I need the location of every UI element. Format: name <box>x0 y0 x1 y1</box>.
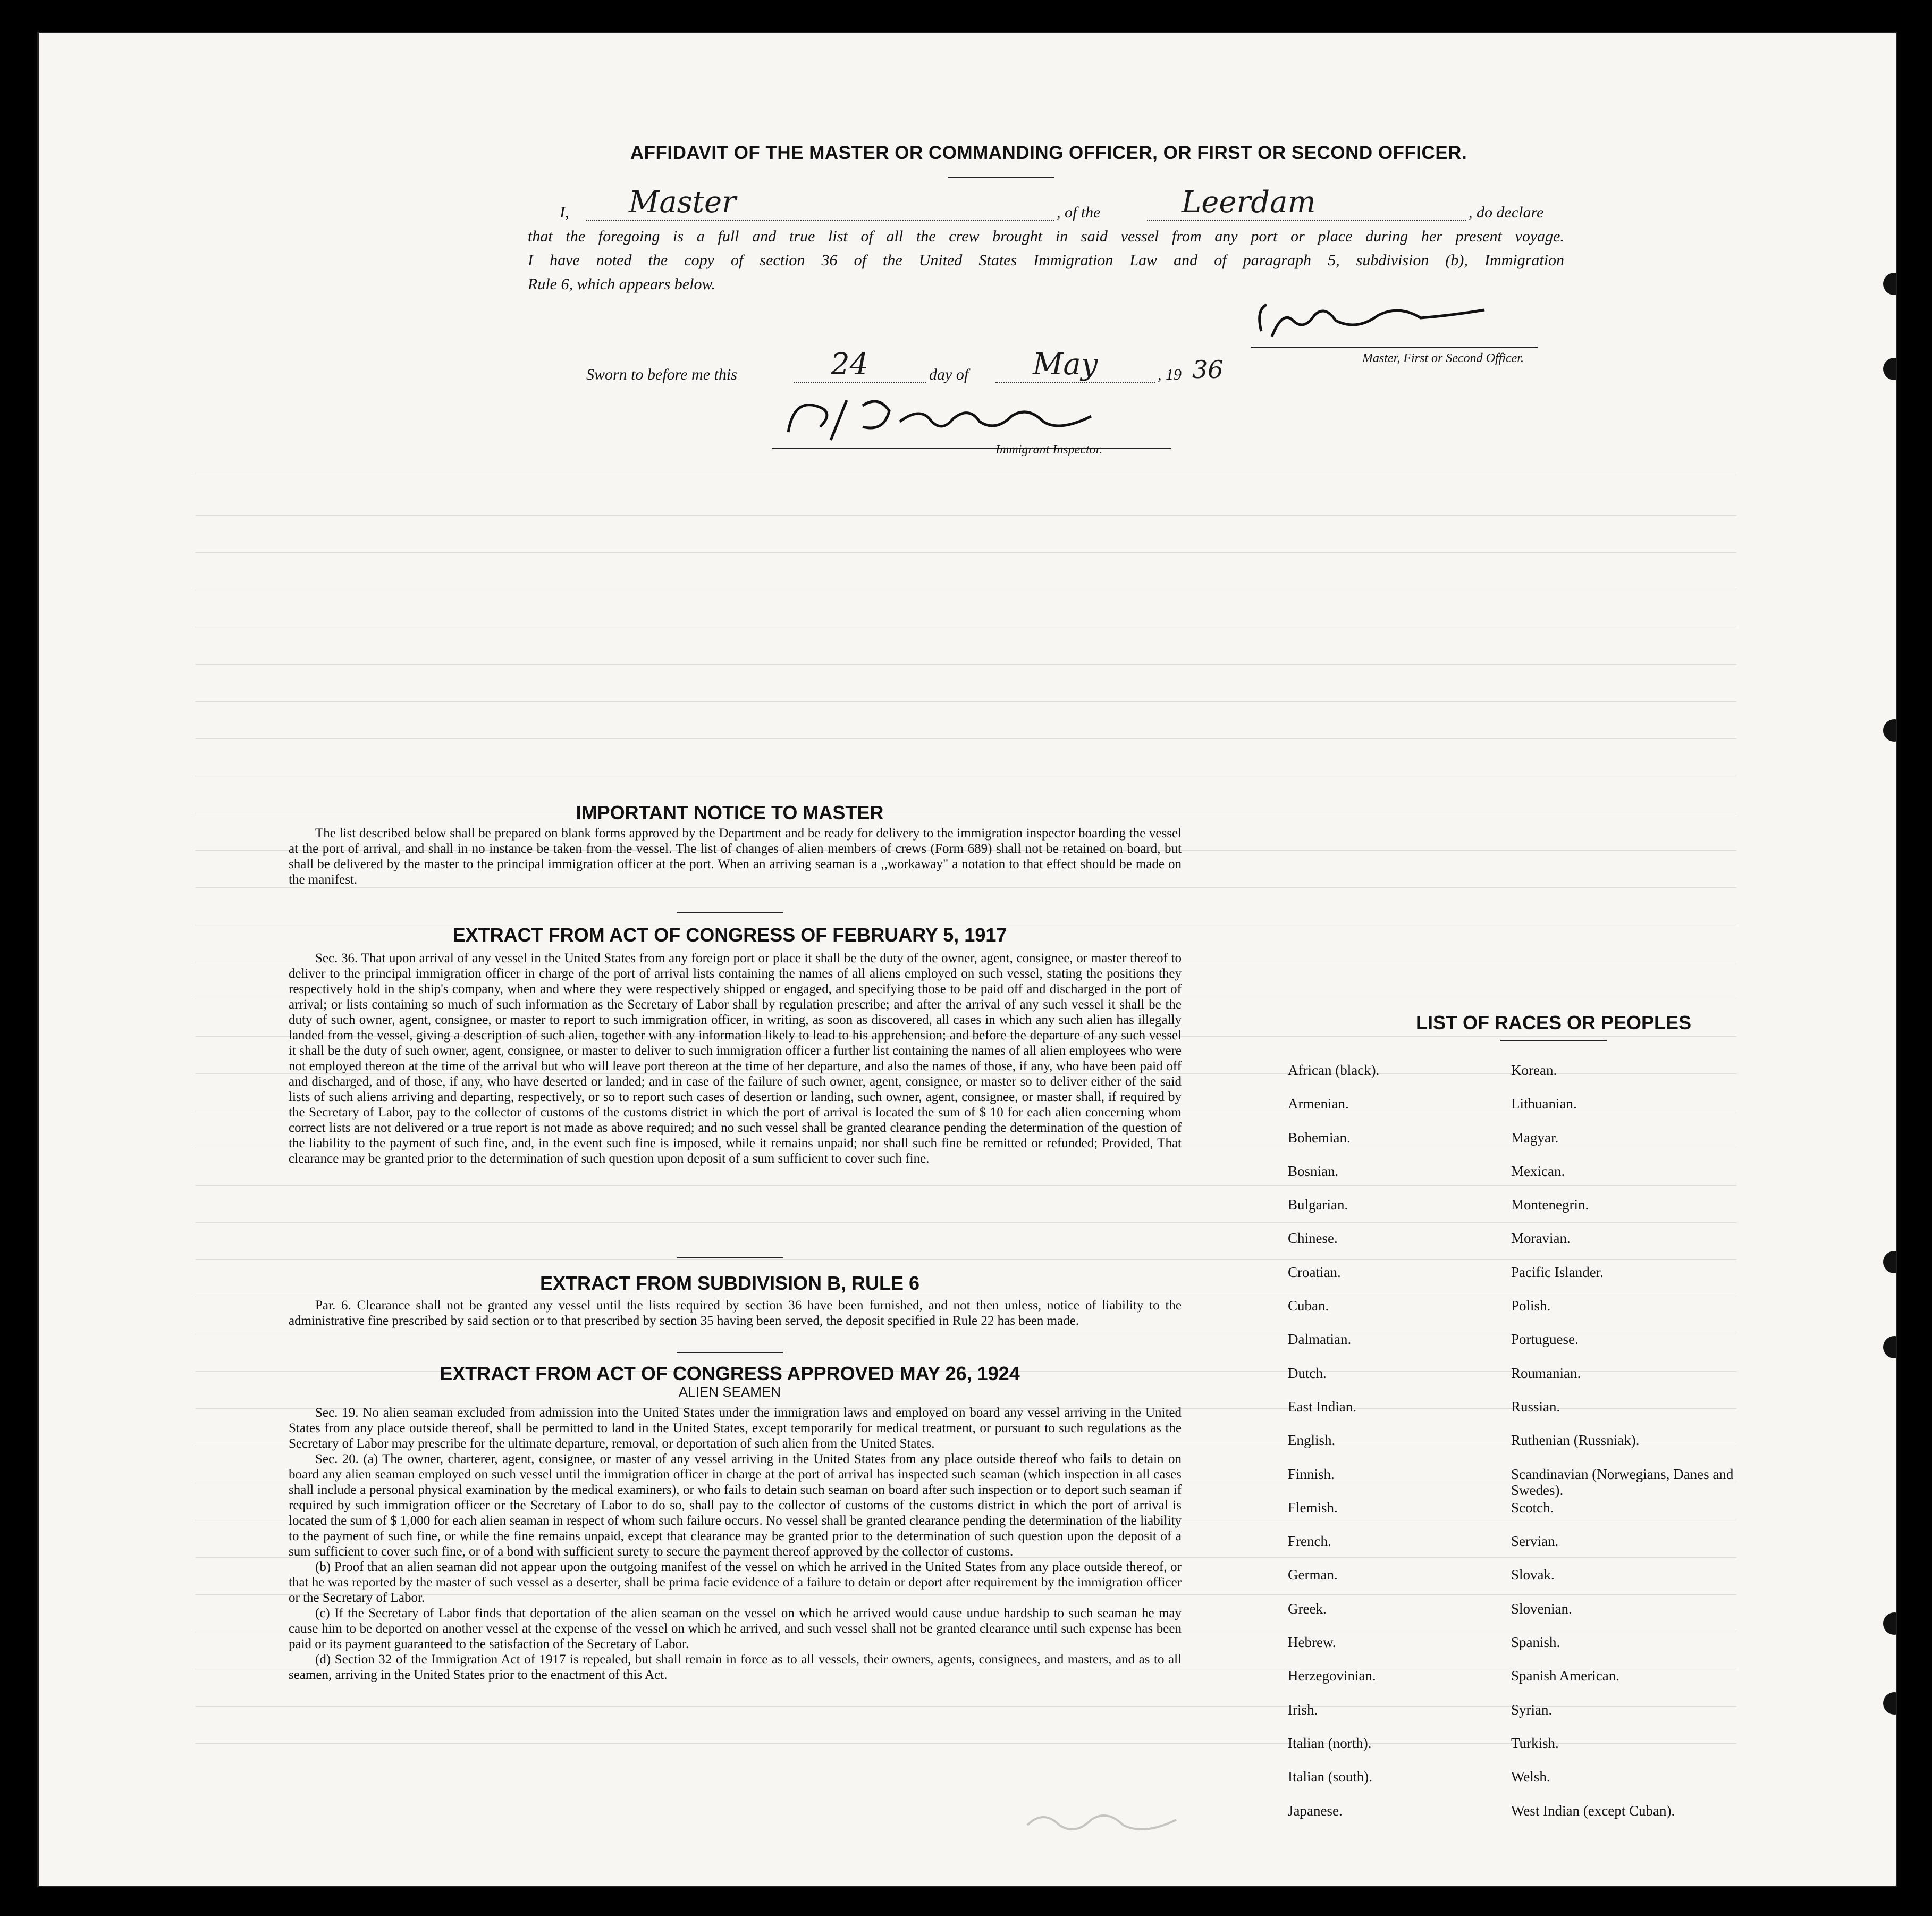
bleed-row <box>195 666 1736 702</box>
inspector-signature-line <box>772 448 1171 449</box>
rank-underline <box>586 220 1054 221</box>
affidavit-declare: , do declare <box>1469 204 1544 221</box>
race-item: Armenian. <box>1288 1096 1349 1112</box>
notice-paragraph: The list described below shall be prepared on blank forms approved by the Department and be ready for delivery to the immigration inspector boarding the vessel at the port of arrival, and shall in no instance be taken from the vessel. The list of changes of alien members of crews (Form 689) shall not be retained on board, but shall be delivered by the master to the principal immigration officer at the port. When an arriving seaman is a ,,workaway" a notation to that effect should be made on the manifest. <box>289 826 1182 887</box>
hole-punch <box>1883 719 1897 742</box>
vessel-underline <box>1147 220 1466 221</box>
race-item: Scandinavian (Norwegians, Danes and Swedes). <box>1511 1466 1734 1498</box>
race-item: Portuguese. <box>1511 1331 1579 1348</box>
master-signature-label: Master, First or Second Officer. <box>1362 351 1524 365</box>
race-item: Dutch. <box>1288 1365 1327 1381</box>
race-item: Finnish. <box>1288 1466 1335 1482</box>
race-item: Magyar. <box>1511 1129 1559 1146</box>
divider <box>677 912 783 913</box>
race-item: Japanese. <box>1288 1802 1343 1819</box>
extract-1924-title: EXTRACT FROM ACT OF CONGRESS APPROVED MAY 26, 1924 <box>440 1363 1020 1384</box>
race-item: Servian. <box>1511 1533 1559 1550</box>
race-item: French. <box>1288 1533 1331 1550</box>
sworn-prefix: Sworn to before me this <box>586 366 737 383</box>
race-item: German. <box>1288 1567 1338 1583</box>
race-item: Chinese. <box>1288 1230 1338 1247</box>
race-item: Italian (north). <box>1288 1735 1372 1751</box>
race-item: Bosnian. <box>1288 1163 1339 1179</box>
extract-1924-subtitle: ALIEN SEAMEN <box>678 1384 781 1400</box>
race-item: East Indian. <box>1288 1398 1356 1415</box>
sec20d-paragraph: (d) Section 32 of the Immigration Act of 1917 is repealed, but shall remain in force as to all vessels, their owners, agents, consignees, and masters, and as to all seamen, arriving in the United States prior to the enactment of this Act. <box>289 1652 1182 1682</box>
sworn-month-handwritten: May <box>1033 347 1098 382</box>
sworn-day-underline <box>794 382 926 383</box>
extract-1917-paragraph: Sec. 36. That upon arrival of any vessel in the United States from any foreign port or place it shall be the duty of the owner, agent, consignee, or master thereof to deliver to the principal immigration officer in charge of the port of arrival lists containing the names of all aliens employed on such vessel, stating the positions they respectively hold in the ship's company, when and where they were respectively shipped or engaged, and specifying those to be paid off and discharged in the port of arrival; or lists containing so much of such information as the Secretary of Labor shall by regulation prescribe; and after the arrival of any such vessel it shall be the duty of such owner, agent, consignee, or master to report to such immigration officer, in writing, as soon as discovered, all cases in which any such alien has illegally landed from the vessel, giving a description of such alien, together with any information likely to lead to his apprehension; and before the departure of any such vessel it shall be the duty of such owner, agent, consignee, or master to deliver to such immigration officer a further list containing the names of all alien employees who were not employed thereon at the time of the arrival but who will leave port thereon at the time of her departure, and also the names of those, if any, who have been paid off and discharged, and of those, if any, who have deserted or landed; and in case of the failure of such owner, agent, consignee, or master so to deliver either of the said lists of such aliens arriving and departing, respectively, or so to report such cases of desertion or landing, such owner, agent, consignee, or master shall, if required by the Secretary of Labor, pay to the collector of customs of the customs district in which the port of arrival is located the sum of $ 10 for each alien concerning whom correct lists are not delivered or a true report is not made as above required; and no such vessel shall be granted clearance pending the determination of the question of the liability to the payment of such fine, and, in the event such fine is imposed, while it remains unpaid; nor shall such fine be remitted or refunded; Provided, That clearance may be granted prior to the determination of such question upon deposit of a sum sufficient to cover such fine. <box>289 951 1182 1166</box>
race-item: West Indian (except Cuban). <box>1511 1802 1675 1819</box>
sec20b-paragraph: (b) Proof that an alien seaman did not appear upon the outgoing manifest of the vessel on which he arrived in the United States from any place outside thereof, or that he was reported by the master of such vessel as a deserter, shall be prima facie evidence of a failure to detain or deport after requirement by the immigration officer or the Secretary of Labor. <box>289 1560 1182 1605</box>
notice-title: IMPORTANT NOTICE TO MASTER <box>576 802 884 823</box>
divider <box>677 1352 783 1353</box>
race-item: Moravian. <box>1511 1230 1571 1247</box>
rule6-paragraph: Par. 6. Clearance shall not be granted any vessel until the lists required by section 36 have been furnished, and not then unless, notice of liability to the administrative fine prescribed by said section or to that prescribed by section 35 having been served, the deposit specified in Rule 22 has been made. <box>289 1298 1182 1328</box>
race-item: Syrian. <box>1511 1701 1553 1718</box>
bleed-row <box>195 889 1736 925</box>
races-title: LIST OF RACES OR PEOPLES <box>1415 1012 1692 1033</box>
hole-punch <box>1883 1612 1897 1635</box>
sworn-year-prefix: , 19 <box>1158 366 1182 383</box>
inspector-label: Immigrant Inspector. <box>995 443 1103 457</box>
bleed-row <box>195 629 1736 665</box>
race-item: African (black). <box>1288 1062 1380 1078</box>
bleed-row <box>195 480 1736 516</box>
race-item: Welsh. <box>1511 1769 1550 1785</box>
races-left-column <box>1288 1062 1484 1836</box>
notice-text <box>289 826 1182 887</box>
race-item: Herzegovinian. <box>1288 1668 1376 1684</box>
hole-punch <box>1883 1692 1897 1715</box>
race-item: Roumanian. <box>1511 1365 1581 1381</box>
race-item: Mexican. <box>1511 1163 1565 1179</box>
affidavit-of-the: , of the <box>1057 204 1101 221</box>
race-item: Flemish. <box>1288 1499 1338 1516</box>
races-right-column <box>1511 1062 1777 1836</box>
bleed-row <box>195 554 1736 590</box>
divider <box>677 1257 783 1258</box>
race-item: Dalmatian. <box>1288 1331 1352 1348</box>
bleed-row <box>195 1224 1736 1260</box>
race-item: Croatian. <box>1288 1264 1341 1280</box>
race-item: Bulgarian. <box>1288 1197 1348 1213</box>
hole-punch <box>1883 273 1897 295</box>
sec19-paragraph: Sec. 19. No alien seaman excluded from admission into the United States under the immigration laws and employed on board any vessel arriving in the United States from any place outside thereof, shall be permitted to land in the United States, except temporarily for medical treatment, or pursuant to such regulations as the Secretary of Labor may prescribe for the ultimate departure, removal, or deportation of such alien from the United States. <box>289 1406 1182 1451</box>
rule6-text <box>289 1298 1182 1329</box>
affidavit-line-4: Rule 6, which appears below. <box>528 275 715 293</box>
inspector-signature <box>772 390 1112 448</box>
race-item: Turkish. <box>1511 1735 1559 1751</box>
affidavit-line-2: that the foregoing is a full and true list of all the crew brought in said vessel from any port or place during her present voyage. <box>528 228 1564 245</box>
race-item: Bohemian. <box>1288 1129 1351 1146</box>
affidavit-title: AFFIDAVIT OF THE MASTER OR COMMANDING OFFICER, OR FIRST OR SECOND OFFICER. <box>630 142 1467 163</box>
bleed-row <box>195 703 1736 739</box>
hole-punch <box>1883 358 1897 380</box>
race-item: Italian (south). <box>1288 1769 1372 1785</box>
race-item: Polish. <box>1511 1298 1551 1314</box>
sworn-day-handwritten: 24 <box>831 347 869 382</box>
bleed-row <box>195 592 1736 627</box>
race-item: Pacific Islander. <box>1511 1264 1604 1280</box>
race-item: Slovak. <box>1511 1567 1555 1583</box>
hole-punch <box>1883 1251 1897 1273</box>
faint-signature-mark <box>1022 1804 1182 1841</box>
rule6-title: EXTRACT FROM SUBDIVISION B, RULE 6 <box>539 1272 920 1294</box>
race-item: Montenegrin. <box>1511 1197 1589 1213</box>
bleed-row <box>195 741 1736 776</box>
sec20a-paragraph: Sec. 20. (a) The owner, charterer, agent, consignee, or master of any vessel arriving in the United States from any place outside thereof who fails to detain on board any alien seaman employed on such vessel until the immigration officer in charge at the port of arrival has inspected such seaman (which inspection in all cases shall include a personal physical examination by the medical examiners), or who fails to detain such seaman on board after such inspection or to deport such seaman if required by such immigration officer or the Secretary of Labor to do so, shall pay to the collector of customs of the customs district in which the port of arrival is located the sum of $ 1,000 for each alien seaman in respect of whom such failure occurs. No vessel shall be granted clearance pending the determination of the liability to the payment of such fine, or while the fine remains unpaid, except that clearance may be granted prior to the determination of such question upon the deposit of a sum sufficient to cover such fine, or of a bond with sufficient surety to secure the payment thereof approved by the collector of customs. <box>289 1452 1182 1559</box>
rank-handwritten: Master <box>629 185 736 220</box>
race-item: Spanish. <box>1511 1634 1560 1651</box>
extract-1924-text <box>289 1405 1182 1683</box>
master-signature-line <box>1251 347 1538 348</box>
race-item: Greek. <box>1288 1600 1327 1617</box>
race-item: Slovenian. <box>1511 1600 1572 1617</box>
race-item: Russian. <box>1511 1398 1560 1415</box>
divider <box>948 177 1054 178</box>
vessel-handwritten: Leerdam <box>1182 185 1316 220</box>
race-item: English. <box>1288 1432 1336 1449</box>
race-item: Spanish American. <box>1511 1668 1619 1684</box>
extract-1917-text <box>289 951 1182 1166</box>
race-item: Lithuanian. <box>1511 1096 1577 1112</box>
sec20c-paragraph: (c) If the Secretary of Labor finds that deportation of the alien seaman on the vessel on which he arrived would cause undue hardship to such seaman he may cause him to be deported on another vessel at the expense of the vessel on which he arrived, and such vessel shall not be granted clearance until such expense has been paid or its payment guaranteed to the satisfaction of the Secretary of Labor. <box>289 1606 1182 1651</box>
race-item: Korean. <box>1511 1062 1557 1078</box>
race-item: Hebrew. <box>1288 1634 1336 1651</box>
document-page <box>37 32 1897 1887</box>
extract-1917-title: EXTRACT FROM ACT OF CONGRESS OF FEBRUARY 5, 1917 <box>452 924 1007 946</box>
race-item: Scotch. <box>1511 1499 1554 1516</box>
bleed-row <box>195 1187 1736 1223</box>
race-item: Cuban. <box>1288 1298 1329 1314</box>
bleed-row <box>195 517 1736 553</box>
sworn-day-of: day of <box>929 366 969 383</box>
master-signature <box>1251 299 1495 347</box>
hole-punch <box>1883 1336 1897 1358</box>
bleed-row <box>195 1708 1736 1744</box>
affidavit-line-3: I have noted the copy of section 36 of the United States Immigration Law and of paragraph 5, subdivision (b), Immigration <box>528 251 1564 269</box>
sworn-month-underline <box>995 382 1155 383</box>
affidavit-i: I, <box>560 204 569 221</box>
race-item: Ruthenian (Russniak). <box>1511 1432 1640 1449</box>
divider <box>1500 1040 1607 1041</box>
sworn-year-handwritten: 36 <box>1192 355 1224 384</box>
race-item: Irish. <box>1288 1701 1318 1718</box>
